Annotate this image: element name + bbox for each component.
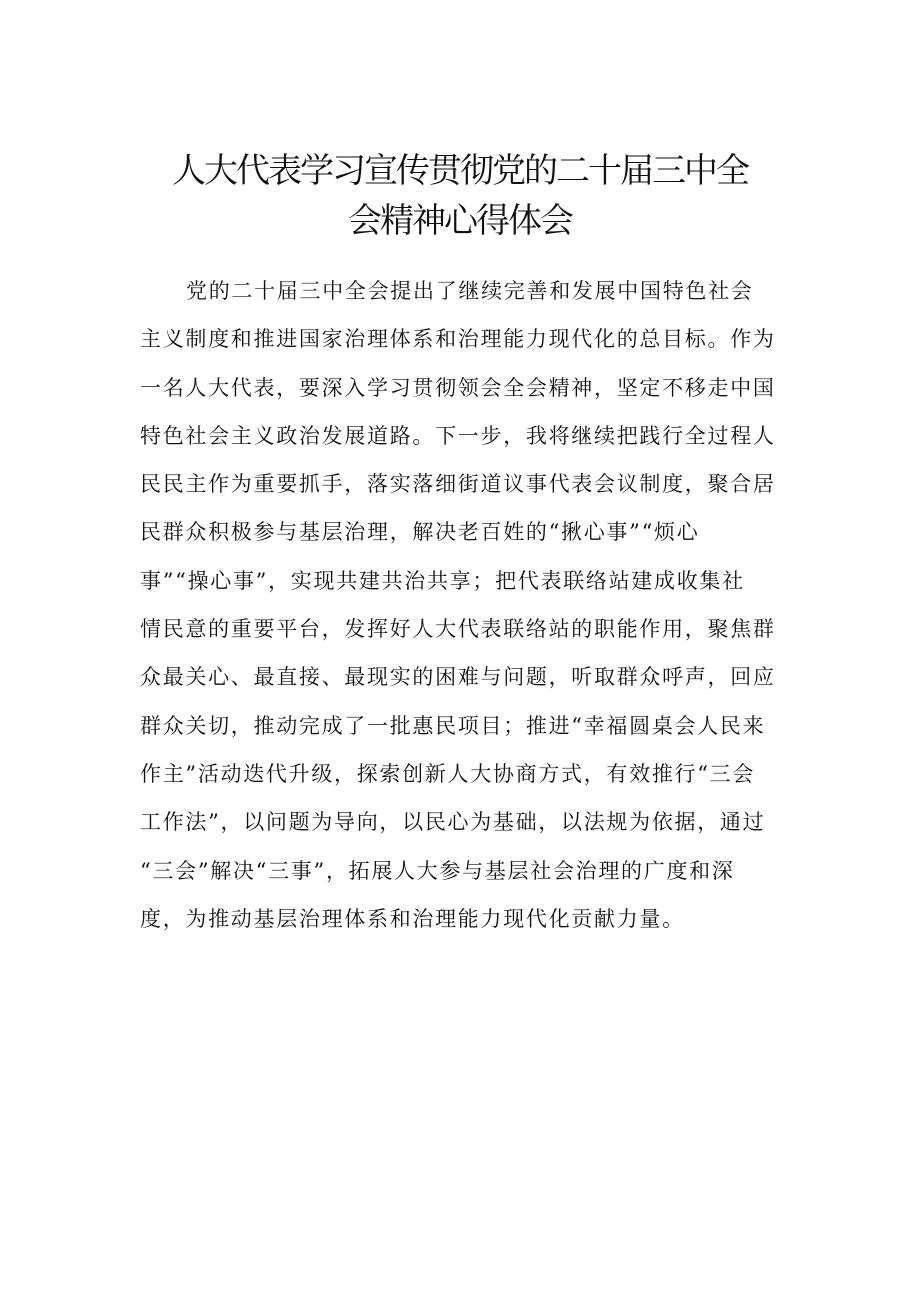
body-line: 民民主作为重要抓手，落实落细街道议事代表会议制度，聚合居 <box>140 472 776 497</box>
body-line: 群众关切，推动完成了一批惠民项目；推进“幸福圆桌会人民来 <box>140 713 766 738</box>
body-line: 特色社会主义政治发展道路。下一步，我将继续把践行全过程人 <box>140 423 776 448</box>
body-paragraph <box>140 267 785 943</box>
body-line: 民群众积极参与基层治理，解决老百姓的“揪心事”“烦心 <box>140 520 700 545</box>
body-line: 度，为推动基层治理体系和治理能力现代化贡献力量。 <box>140 906 685 931</box>
body-line: 一名人大代表，要深入学习贯彻领会全会精神，坚定不移走中国 <box>140 375 776 400</box>
body-line: 工作法”，以问题为导向，以民心为基础，以法规为依据，通过 <box>140 810 766 835</box>
body-line: 情民意的重要平台，发挥好人大代表联络站的职能作用，聚焦群 <box>140 617 776 642</box>
body-line: 众最关心、最直接、最现实的困难与问题，听取群众呼声，回应 <box>140 665 776 690</box>
body-line: 主义制度和推进国家治理体系和治理能力现代化的总目标。作为 <box>140 327 776 352</box>
body-line: “三会”解决“三事”，拓展人大参与基层社会治理的广度和深 <box>140 858 735 883</box>
body-line: 事”“操心事”，实现共建共治共享；把代表联络站建成收集社 <box>140 568 745 593</box>
body-line: 党的二十届三中全会提出了继续完善和发展中国特色社会 <box>186 279 754 303</box>
body-line: 作主”活动迭代升级，探索创新人大协商方式，有效推行“三会 <box>140 761 756 786</box>
title-line-2: 会精神心得体会 <box>348 201 572 241</box>
title-line-1: 人大代表学习宣传贯彻党的二十届三中全 <box>172 151 748 191</box>
document-title <box>0 146 920 246</box>
